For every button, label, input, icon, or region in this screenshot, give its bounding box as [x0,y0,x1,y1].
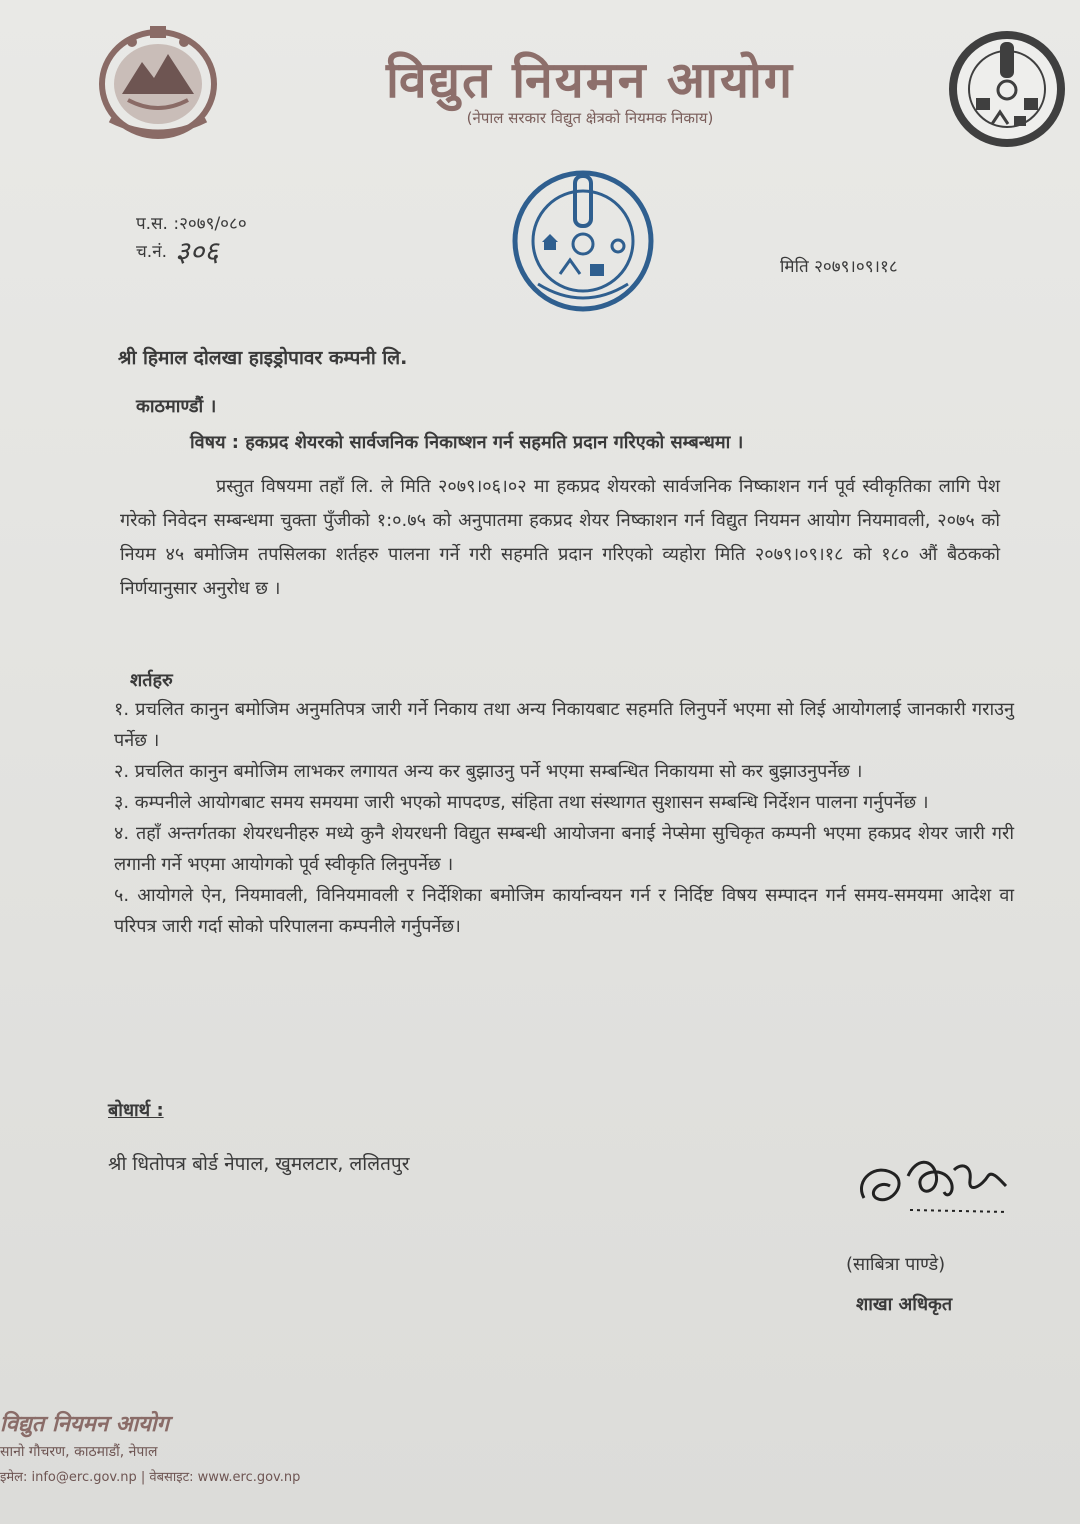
cc-heading: बोधार्थ : [108,1100,164,1121]
reference-block [136,210,247,266]
cn-label: च.नं. [136,242,168,262]
body-paragraph: प्रस्तुत विषयमा तहाँ लि. ले मिति २०७९।०६।०२ मा हकप्रद शेयरको सार्वजनिक निष्काशन गर्न पूर्व स्वीकृतिका लागि पेश गरेको निवेदन सम्बन्धमा चुक्ता पुँजीको १:०.७५ को अनुपातमा हकप्रद शेयर निष्काशन गर्न विद्युत नियमन आयोग नियमावली, २०७५ को नियम ४५ बमोजिम तपसिलका शर्तहरु पालना गर्ने गरी सहमति प्रदान गरिएको व्यहोरा मिति २०७९।०९।१८ को १८० औं बैठकको निर्णयानुसार अनुरोध छ । [120,476,1000,599]
recipient-name: श्री हिमाल दोलखा हाइड्रोपावर कम्पनी लि. [118,347,408,369]
cn-line [136,235,247,268]
conditions-list [114,694,1014,942]
erc-logo-icon [946,28,1068,150]
cc-item: श्री धितोपत्र बोर्ड नेपाल, खुमलटार, ललितपुर [108,1153,410,1175]
letter-footer [0,1408,300,1485]
signatory-name: (साबित्रा पाण्डे) [846,1254,946,1275]
footer-email-label: इमेल: [0,1470,28,1485]
signatory-title: शाखा अधिकृत [856,1294,953,1315]
condition-item: २. प्रचलित कानुन बमोजिम लाभकर लगायत अन्य कर बुझाउनु पर्ने भएमा सम्बन्धित निकायमा सो कर बुझाउनुपर्नेछ । [114,761,863,782]
footer-email: info@erc.gov.np [31,1470,137,1485]
condition-item: १. प्रचलित कानुन बमोजिम अनुमतिपत्र जारी गर्ने निकाय तथा अन्य निकायबाट सहमति लिनुपर्ने भएमा सो लिई आयोगलाई जानकारी गराउनु पर्नेछ । [114,699,1014,751]
ps-value: २०७९/०८० [179,214,247,234]
footer-web-label: वेबसाइट: [149,1470,194,1485]
conditions-heading: शर्तहरु [130,670,173,691]
recipient-city: काठमाण्डौं । [136,396,217,417]
letterhead-subtitle: (नेपाल सरकार विद्युत क्षेत्रको नियमक निकाय) [466,109,714,127]
condition-item: ३. कम्पनीले आयोगबाट समय समयमा जारी भएको मापदण्ड, संहिता तथा संस्थागत सुशासन सम्बन्धि निर्देशन पालना गर्नुपर्नेछ । [114,792,929,813]
condition-item: ४. तहाँ अन्तर्गतका शेयरधनीहरु मध्ये कुनै शेयरधनी विद्युत सम्बन्धी आयोजना बनाई नेप्सेमा सुचिकृत कम्पनी भएमा हकप्रद शेयर जारी गरी लगानी गर्ने भएमा आयोगको पूर्व स्वीकृति लिनुपर्नेछ । [114,823,1014,875]
nepal-emblem-icon [92,20,224,144]
footer-org-name: विद्युत नियमन आयोग [0,1411,170,1437]
footer-contact [0,1467,300,1485]
ps-label: प.स. : [136,214,180,234]
footer-separator: | [140,1470,146,1485]
condition-item: ५. आयोगले ऐन, नियमावली, विनियमावली र निर्देशिका बमोजिम कार्यान्वयन गर्न र निर्दिष्ट विषय सम्पादन गर्न समय-समयमा आदेश वा परिपत्र जारी गर्दा सोको परिपालना कम्पनीले गर्नुपर्नेछ। [114,885,1014,937]
letter-date: मिति २०७९।०९।१८ [780,257,898,277]
letterhead-title: विद्युत नियमन आयोग [385,50,795,109]
footer-address: सानो गौचरण, काठमाडौं, नेपाल [0,1444,158,1460]
footer-website: www.erc.gov.np [197,1470,301,1485]
ps-line [136,210,247,238]
subject-line: विषय : हकप्रद शेयरको सार्वजनिक निकाष्शन गर्न सहमति प्रदान गरिएको सम्बन्धमा । [190,432,744,453]
erc-stamp-icon [508,166,658,316]
cn-value: ३०६ [175,235,219,268]
signature-mark [850,1140,1020,1230]
